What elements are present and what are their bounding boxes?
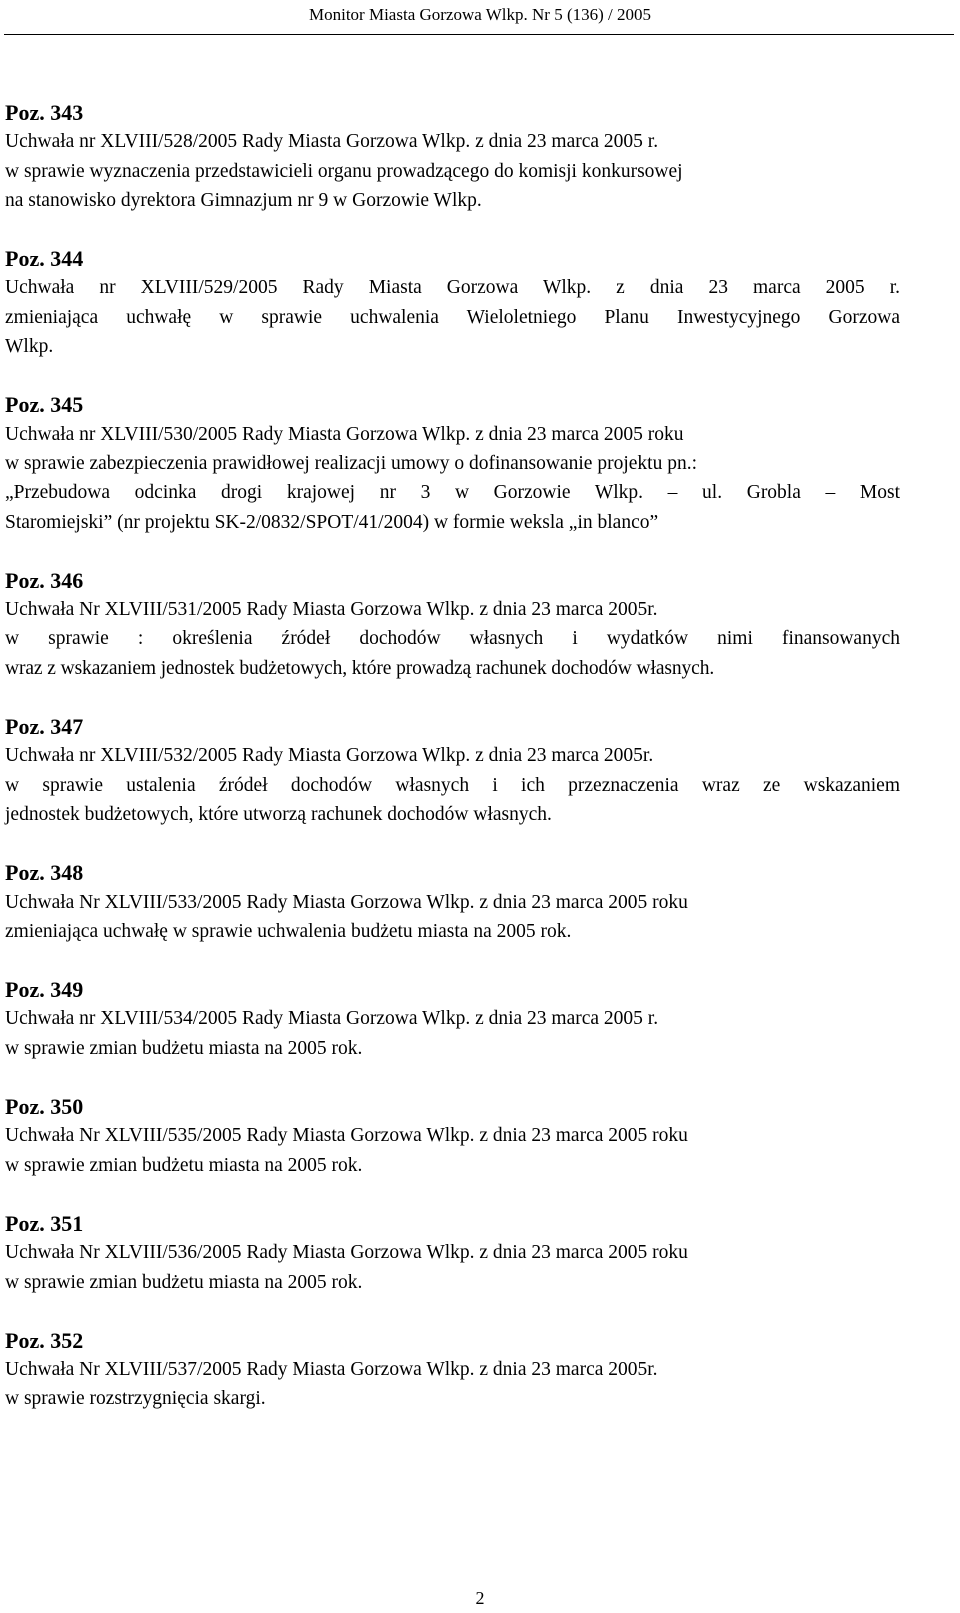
entry-352 xyxy=(5,1326,900,1414)
entry-line: zmieniająca uchwałę w sprawie uchwalenia budżetu miasta na 2005 rok. xyxy=(5,920,572,942)
entry-line: w sprawie zmian budżetu miasta na 2005 rok. xyxy=(5,1154,363,1176)
entry-line: w sprawie ustalenia źródeł dochodów własnych i ich przeznaczenia wraz ze wskazaniem xyxy=(5,774,900,796)
entry-348 xyxy=(5,858,900,946)
entry-heading: Poz. 348 xyxy=(5,860,84,886)
entry-heading: Poz. 346 xyxy=(5,567,84,593)
entry-line: w sprawie : określenia źródeł dochodów własnych i wydatków nimi finansowanych xyxy=(5,628,900,650)
entry-line: Uchwała nr XLVIII/530/2005 Rady Miasta Gorzowa Wlkp. z dnia 23 marca 2005 roku xyxy=(5,423,684,445)
entry-line: Uchwała Nr XLVIII/537/2005 Rady Miasta Gorzowa Wlkp. z dnia 23 marca 2005r. xyxy=(5,1359,658,1381)
entry-line: zmieniająca uchwałę w sprawie uchwalenia Wieloletniego Planu Inwestycyjnego Gorzowa xyxy=(5,306,900,328)
entry-line: Uchwała Nr XLVIII/533/2005 Rady Miasta Gorzowa Wlkp. z dnia 23 marca 2005 roku xyxy=(5,891,688,913)
entry-line: Uchwała Nr XLVIII/536/2005 Rady Miasta Gorzowa Wlkp. z dnia 23 marca 2005 roku xyxy=(5,1242,688,1264)
entry-line: na stanowisko dyrektora Gimnazjum nr 9 w Gorzowie Wlkp. xyxy=(5,189,482,211)
entry-line: „Przebudowa odcinka drogi krajowej nr 3 w Gorzowie Wlkp. – ul. Grobla – Most xyxy=(5,482,900,504)
entry-line: w sprawie zmian budżetu miasta na 2005 rok. xyxy=(5,1271,363,1293)
entry-line: Uchwała Nr XLVIII/535/2005 Rady Miasta Gorzowa Wlkp. z dnia 23 marca 2005 roku xyxy=(5,1125,688,1147)
entry-line: wraz z wskazaniem jednostek budżetowych, które prowadzą rachunek dochodów własnych. xyxy=(5,657,715,679)
entry-345 xyxy=(5,390,900,536)
entry-349 xyxy=(5,975,900,1063)
entry-heading: Poz. 343 xyxy=(5,100,84,125)
entry-351 xyxy=(5,1209,900,1297)
entry-line: Uchwała nr XLVIII/534/2005 Rady Miasta Gorzowa Wlkp. z dnia 23 marca 2005 r. xyxy=(5,1008,659,1030)
header-rule xyxy=(4,34,954,35)
entry-heading: Poz. 347 xyxy=(5,714,84,740)
entry-heading: Poz. 349 xyxy=(5,977,84,1003)
entry-line: w sprawie zmian budżetu miasta na 2005 rok. xyxy=(5,1037,363,1059)
entry-347 xyxy=(5,712,900,829)
running-header: Monitor Miasta Gorzowa Wlkp. Nr 5 (136) / 2005 xyxy=(309,5,651,24)
entry-heading: Poz. 345 xyxy=(5,392,84,418)
entry-line: Uchwała Nr XLVIII/531/2005 Rady Miasta Gorzowa Wlkp. z dnia 23 marca 2005r. xyxy=(5,599,658,621)
entry-line: Uchwała nr XLVIII/532/2005 Rady Miasta Gorzowa Wlkp. z dnia 23 marca 2005r. xyxy=(5,745,654,767)
entry-heading: Poz. 344 xyxy=(5,246,84,272)
entry-350 xyxy=(5,1092,900,1180)
entry-heading: Poz. 350 xyxy=(5,1094,84,1120)
entry-344 xyxy=(5,244,900,361)
entry-346 xyxy=(5,566,900,683)
document-body xyxy=(5,98,900,1443)
page-number: 2 xyxy=(475,1588,485,1608)
entry-line: w sprawie wyznaczenia przedstawicieli organu prowadzącego do komisji konkursowej xyxy=(5,160,683,182)
entry-heading: Poz. 351 xyxy=(5,1210,84,1236)
entry-line: jednostek budżetowych, które utworzą rachunek dochodów własnych. xyxy=(5,803,552,825)
entry-line: w sprawie zabezpieczenia prawidłowej realizacji umowy o dofinansowanie projektu pn.: xyxy=(5,452,697,474)
entry-heading: Poz. 352 xyxy=(5,1327,84,1353)
entry-line: Uchwała nr XLVIII/529/2005 Rady Miasta Gorzowa Wlkp. z dnia 23 marca 2005 r. xyxy=(5,277,900,299)
entry-343 xyxy=(5,98,900,215)
entry-line: Wlkp. xyxy=(5,336,54,358)
entry-line: w sprawie rozstrzygnięcia skargi. xyxy=(5,1388,266,1410)
entry-line: Uchwała nr XLVIII/528/2005 Rady Miasta Gorzowa Wlkp. z dnia 23 marca 2005 r. xyxy=(5,131,659,153)
entry-line: Staromiejski” (nr projektu SK-2/0832/SPOT/41/2004) w formie weksla „in blanco” xyxy=(5,511,659,533)
